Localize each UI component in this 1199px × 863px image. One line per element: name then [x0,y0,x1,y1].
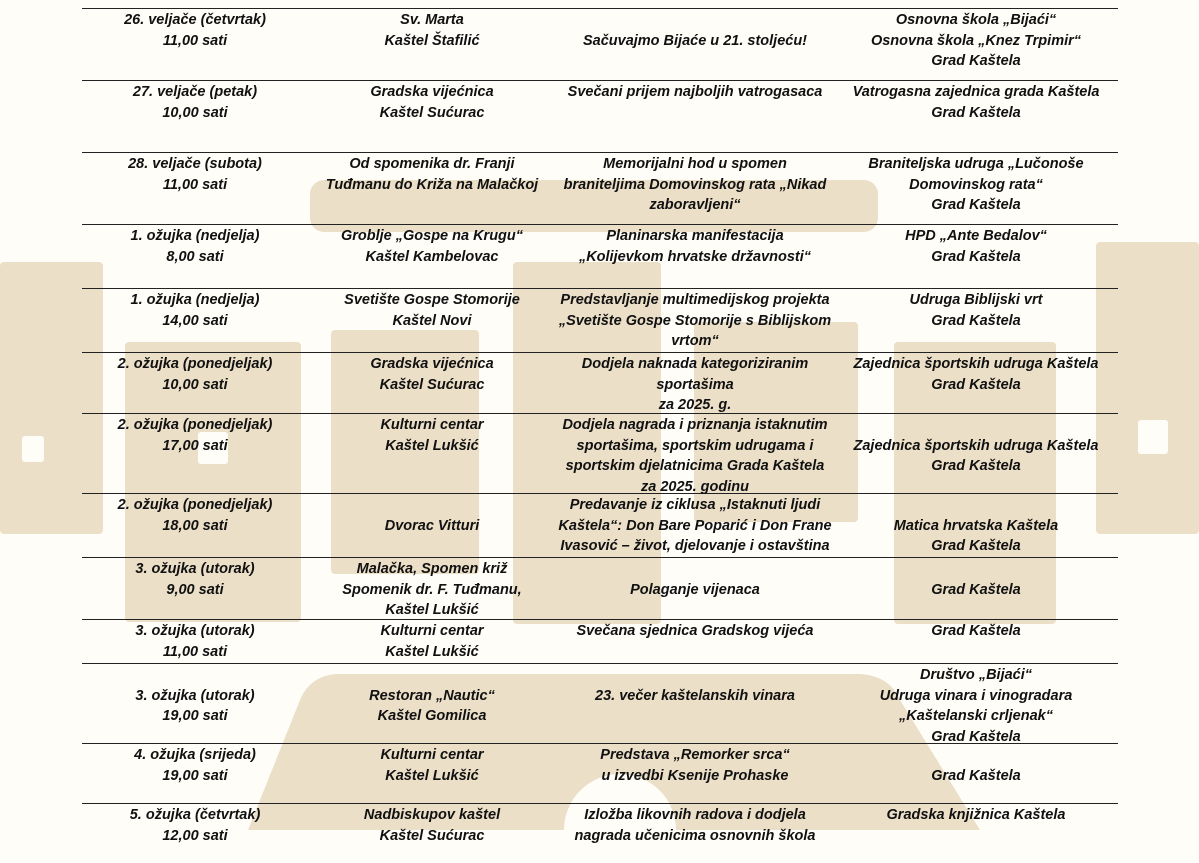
event-date: 2. ožujka (ponedjeljak) 10,00 sati [117,356,273,393]
event-title: 23. večer kaštelanskih vinara [595,687,795,704]
event-date: 26. veljače (četvrtak) 11,00 sati [124,12,266,49]
event-title: Predavanje iz ciklusa „Istaknuti ljudi Kaštela“: Don Bare Poparić i Don Frane Ivasović – život, djelovanje i ostavština [558,497,832,554]
event-place: Nadbiskupov kaštel Kaštel Sućurac [363,807,501,844]
event-title: Svečani prijem najboljih vatrogasaca [567,84,823,100]
event-organizer: Vatrogasna zajednica grada Kaštela Grad Kaštela [852,84,1100,121]
event-place: Kulturni centar Kaštel Lukšić [380,417,484,454]
table-row [82,80,1118,152]
event-place: Kulturni centar Kaštel Lukšić [380,747,484,784]
event-date: 1. ožujka (nedjelja) 14,00 sati [130,292,260,329]
event-title: Sačuvajmo Bijaće u 21. stoljeću! [582,32,808,49]
table-row [82,557,1118,619]
event-organizer: Zajednica športskih udruga Kaštela Grad Kaštela [853,437,1099,474]
event-organizer: Grad Kaštela [931,767,1021,784]
table-row [82,352,1118,413]
event-place: Kulturni centar Kaštel Lukšić [380,623,484,660]
event-organizer: Grad Kaštela [931,623,1021,639]
event-organizer: Udruga Biblijski vrt Grad Kaštela [909,292,1043,329]
event-place: Gradska vijećnica Kaštel Sućurac [370,356,494,393]
event-place: Groblje „Gospe na Krugu“ Kaštel Kambelovac [340,228,524,265]
event-title: Dodjela naknada kategoriziranim sportašima za 2025. g. [581,356,809,413]
event-place: Sv. Marta Kaštel Štafilić [384,12,480,49]
event-date: 4. ožujka (srijeda) 19,00 sati [134,747,256,784]
table-row [82,743,1118,803]
table-row [82,619,1118,663]
table-row [82,663,1118,743]
table-row [82,493,1118,557]
event-date: 1. ožujka (nedjelja) 8,00 sati [130,228,260,265]
event-title: Izložba likovnih radova i dodjela nagrada učenicima osnovnih škola [574,807,816,844]
event-place: Malačka, Spomen križ Spomenik dr. F. Tuđmanu, Kaštel Lukšić [342,561,522,618]
event-title: Planinarska manifestacija „Kolijevkom hrvatske državnosti“ [578,228,812,265]
event-organizer: Osnovna škola „Bijaći“ Osnovna škola „Knez Trpimir“ Grad Kaštela [870,12,1082,69]
event-date: 3. ožujka (utorak) 19,00 sati [135,687,255,724]
event-date: 5. ožujka (četvrtak) 12,00 sati [129,807,261,844]
event-organizer: Društvo „Bijaći“ Udruga vinara i vinogradara „Kaštelanski crljenak“ Grad Kaštela [879,667,1073,745]
event-title: Predstavljanje multimedijskog projekta „Svetište Gospe Stomorije s Biblijskom vrtom“ [558,292,832,349]
event-place: Svetište Gospe Stomorije Kaštel Novi [344,292,520,329]
event-date: 28. veljače (subota) 11,00 sati [128,156,262,193]
event-title: Svečana sjednica Gradskog vijeća [576,623,814,639]
event-place: Od spomenika dr. Franji Tuđmanu do Križa na Malačkoj [325,156,539,193]
event-date: 2. ožujka (ponedjeljak) 17,00 sati [117,417,273,454]
event-organizer: Braniteljska udruga „Lučonoše Domovinskog rata“ Grad Kaštela [868,156,1084,213]
event-organizer: Gradska knjižnica Kaštela [886,807,1066,823]
table-row [82,288,1118,352]
event-title: Polaganje vijenaca [630,581,760,598]
event-date: 3. ožujka (utorak) 9,00 sati [135,561,255,598]
event-date: 27. veljače (petak) 10,00 sati [132,84,258,121]
table-row [82,152,1118,224]
event-organizer: Zajednica športskih udruga Kaštela Grad Kaštela [853,356,1099,393]
event-place: Restoran „Nautic“ Kaštel Gomilica [369,687,495,724]
event-title: Dodjela nagrada i priznanja istaknutim sportašima, sportskim udrugama i sportskim djelatnicima Grada Kaštela za 2025. godinu [562,417,828,495]
event-organizer: Matica hrvatska Kaštela Grad Kaštela [893,517,1059,554]
table-row [82,224,1118,288]
table-row [82,803,1118,863]
event-organizer: HPD „Ante Bedalov“ Grad Kaštela [905,228,1047,265]
event-schedule-table [82,8,1118,863]
event-place: Dvorac Vitturi [384,517,480,534]
table-row [82,8,1118,80]
event-organizer: Grad Kaštela [931,581,1021,598]
table-row [82,413,1118,493]
event-date: 2. ožujka (ponedjeljak) 18,00 sati [117,497,273,534]
event-place: Gradska vijećnica Kaštel Sućurac [370,84,494,121]
event-date: 3. ožujka (utorak) 11,00 sati [135,623,255,660]
event-title: Memorijalni hod u spomen braniteljima Domovinskog rata „Nikad zaboravljeni“ [563,156,827,213]
event-title: Predstava „Remorker srca“ u izvedbi Ksenije Prohaske [600,747,790,784]
